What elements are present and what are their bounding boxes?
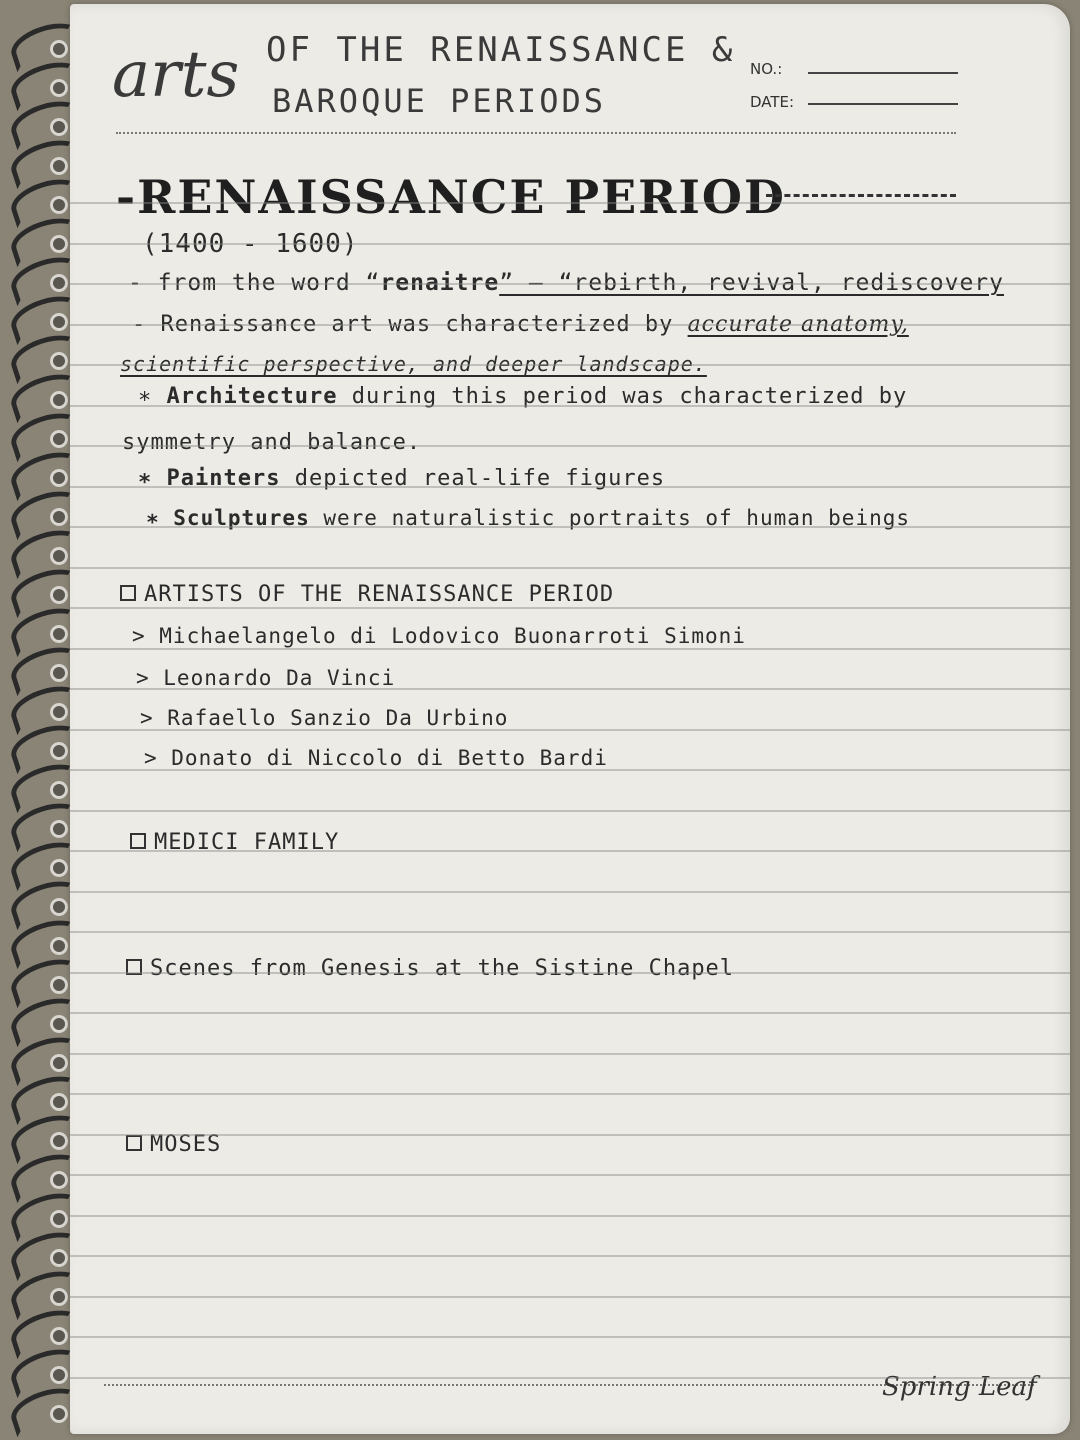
heading-text: RENAISSANCE PERIOD (137, 170, 786, 224)
checkbox-icon (120, 585, 136, 601)
binding-hole (50, 742, 68, 760)
notebook-page (70, 4, 1070, 1434)
line1-word: renaitre (380, 270, 500, 296)
binding-hole (50, 196, 68, 214)
binding-hole (50, 703, 68, 721)
binding-hole (50, 820, 68, 838)
ruled-line (70, 1215, 1070, 1217)
artist-item: > Michaelangelo di Lodovico Buonarroti Simoni (132, 624, 746, 648)
binding-hole (50, 430, 68, 448)
section-line5: symmetry and balance. (122, 430, 422, 455)
binding-hole (50, 1288, 68, 1306)
artist-item: > Rafaello Sanzio Da Urbino (140, 706, 509, 730)
line1-a: - from the word “ (128, 270, 381, 296)
ruled-line (70, 648, 1070, 650)
ruled-line (70, 526, 1070, 528)
binding-hole (50, 274, 68, 292)
header-title-line2: BAROQUE PERIODS (272, 82, 606, 120)
ruled-line (70, 891, 1070, 893)
binding-hole (50, 157, 68, 175)
no-label: NO.: (750, 60, 783, 78)
topic-label: MEDICI FAMILY (154, 830, 340, 855)
brand-logo: Spring Leaf (882, 1372, 1037, 1402)
binding-hole (50, 859, 68, 877)
topic-label: Scenes from Genesis at the Sistine Chapel (150, 956, 735, 981)
ruled-line (70, 1174, 1070, 1176)
ruled-line (70, 1053, 1070, 1055)
ruled-line (70, 1377, 1070, 1379)
binding-hole (50, 313, 68, 331)
binding-hole (50, 235, 68, 253)
ruled-line (70, 1093, 1070, 1095)
line2-a: - Renaissance art was characterized by (132, 312, 688, 337)
section-dates: (1400 - 1600) (142, 229, 359, 259)
artist-item: > Leonardo Da Vinci (136, 666, 396, 690)
binding-hole (50, 1132, 68, 1150)
binding-hole (50, 118, 68, 136)
binding-hole (50, 937, 68, 955)
binding-hole (50, 1015, 68, 1033)
line4-rest: during this period was characterized by (337, 384, 908, 409)
binding-hole (50, 781, 68, 799)
binding-hole (50, 1327, 68, 1345)
ruled-line (70, 607, 1070, 609)
binding-hole (50, 625, 68, 643)
binding-hole (50, 40, 68, 58)
checkbox-icon (126, 1135, 142, 1151)
ruled-line (70, 972, 1070, 974)
ruled-line (70, 1255, 1070, 1257)
ruled-line (70, 486, 1070, 488)
date-field (808, 103, 958, 105)
ruled-line (70, 1336, 1070, 1338)
date-label: DATE: (750, 93, 795, 111)
binding-hole (50, 1093, 68, 1111)
topic-label: MOSES (150, 1132, 222, 1157)
binding-hole (50, 664, 68, 682)
ruled-line (70, 243, 1070, 245)
ruled-line (70, 324, 1070, 326)
binding-hole (50, 547, 68, 565)
line4-star: ∗ (138, 384, 167, 409)
binding-hole (50, 1171, 68, 1189)
heading-trail (766, 194, 956, 197)
binding-hole (50, 1249, 68, 1267)
artists-heading (120, 582, 614, 607)
ruled-line (70, 931, 1070, 933)
binding-hole (50, 976, 68, 994)
binding-hole (50, 1210, 68, 1228)
ruled-line (70, 1134, 1070, 1136)
ruled-line (70, 1012, 1070, 1014)
binding-hole (50, 391, 68, 409)
binding-hole (50, 469, 68, 487)
no-field (808, 72, 958, 74)
binding-hole (50, 508, 68, 526)
header-title-line1: OF THE RENAISSANCE & (266, 30, 736, 70)
ruled-line (70, 769, 1070, 771)
binding-hole (50, 1366, 68, 1384)
line1-b: ” — “rebirth, revival, rediscovery (499, 270, 1004, 296)
ruled-line (70, 283, 1070, 285)
ruled-line (70, 445, 1070, 447)
heading-dash: - (116, 170, 138, 224)
binding-hole (50, 1054, 68, 1072)
binding-hole (50, 79, 68, 97)
ruled-line (70, 729, 1070, 731)
line6-rest: depicted real-life figures (280, 466, 666, 491)
ruled-line (70, 850, 1070, 852)
binding-hole (50, 898, 68, 916)
section-heading (116, 170, 786, 224)
artist-item: > Donato di Niccolo di Betto Bardi (144, 746, 608, 770)
binding-hole (50, 586, 68, 604)
binding-hole (50, 1405, 68, 1423)
ruled-line (70, 202, 1070, 204)
header-divider (116, 132, 956, 134)
ruled-line (70, 810, 1070, 812)
checkbox-icon (130, 833, 146, 849)
binding-hole (50, 352, 68, 370)
line2-b: accurate anatomy, (687, 312, 909, 337)
line7-rest: were naturalistic portraits of human beings (309, 506, 911, 530)
section-line3: scientific perspective, and deeper landscape. (120, 352, 707, 376)
line6-bold: ∗ Painters (138, 466, 281, 491)
ruled-line (70, 1296, 1070, 1298)
line4-bold: Architecture (166, 384, 338, 409)
ruled-line (70, 364, 1070, 366)
topic-genesis (126, 956, 734, 981)
header-arts: arts (112, 38, 240, 112)
ruled-line (70, 688, 1070, 690)
line7-bold: ∗ Sculptures (146, 506, 310, 530)
artists-heading-text: ARTISTS OF THE RENAISSANCE PERIOD (144, 582, 615, 607)
ruled-line (70, 567, 1070, 569)
ruled-line (70, 405, 1070, 407)
